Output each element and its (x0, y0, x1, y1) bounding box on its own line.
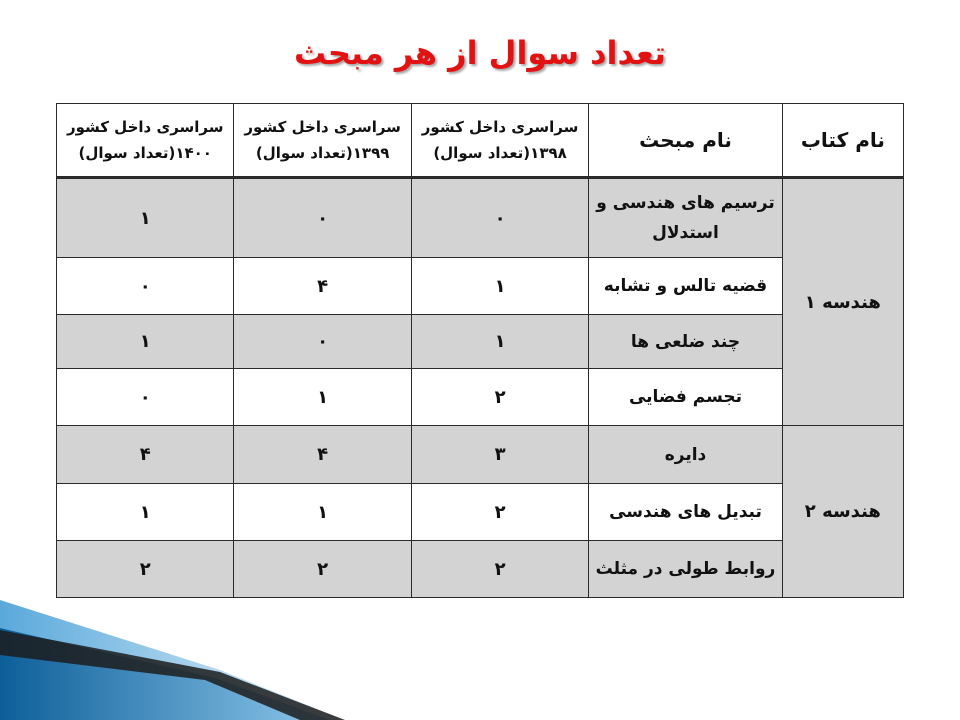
topic-cell: قضیه تالس و تشابه (589, 258, 782, 315)
value-1400: ۲ (57, 541, 234, 598)
value-1400: ۱ (57, 315, 234, 369)
questions-table (56, 103, 904, 598)
topic-cell: ترسیم های هندسی و استدلال (589, 178, 782, 258)
topic-cell: دایره (589, 426, 782, 484)
topic-cell: چند ضلعی ها (589, 315, 782, 369)
table-row (57, 369, 904, 426)
topic-cell: روابط طولی در مثلث (589, 541, 782, 598)
value-1400: ۰ (57, 369, 234, 426)
value-1400: ۴ (57, 426, 234, 484)
header-1399: سراسری داخل کشور ۱۳۹۹(تعداد سوال) (234, 104, 411, 178)
book-cell: هندسه ۱ (782, 178, 903, 426)
value-1400: ۱ (57, 178, 234, 258)
value-1399: ۰ (234, 315, 411, 369)
header-row (57, 104, 904, 178)
value-1399: ۴ (234, 426, 411, 484)
header-book: نام کتاب (782, 104, 903, 178)
decorative-swoosh (0, 600, 960, 720)
value-1399: ۲ (234, 541, 411, 598)
book-cell: هندسه ۲ (782, 426, 903, 598)
header-topic: نام مبحث (589, 104, 782, 178)
value-1400: ۰ (57, 258, 234, 315)
value-1398: ۰ (411, 178, 588, 258)
table-row (57, 484, 904, 541)
value-1398: ۱ (411, 315, 588, 369)
value-1399: ۱ (234, 484, 411, 541)
value-1398: ۱ (411, 258, 588, 315)
value-1400: ۱ (57, 484, 234, 541)
table-row (57, 315, 904, 369)
table-row (57, 426, 904, 484)
topic-cell: تجسم فضایی (589, 369, 782, 426)
value-1399: ۴ (234, 258, 411, 315)
page-title: تعداد سوال از هر مبحث (293, 34, 667, 72)
table-row (57, 541, 904, 598)
value-1399: ۰ (234, 178, 411, 258)
header-1398: سراسری داخل کشور ۱۳۹۸(تعداد سوال) (411, 104, 588, 178)
value-1398: ۲ (411, 484, 588, 541)
value-1398: ۲ (411, 369, 588, 426)
value-1399: ۱ (234, 369, 411, 426)
header-1400: سراسری داخل کشور ۱۴۰۰(تعداد سوال) (57, 104, 234, 178)
value-1398: ۲ (411, 541, 588, 598)
topic-cell: تبدیل های هندسی (589, 484, 782, 541)
value-1398: ۳ (411, 426, 588, 484)
table-row (57, 258, 904, 315)
table-row (57, 178, 904, 258)
